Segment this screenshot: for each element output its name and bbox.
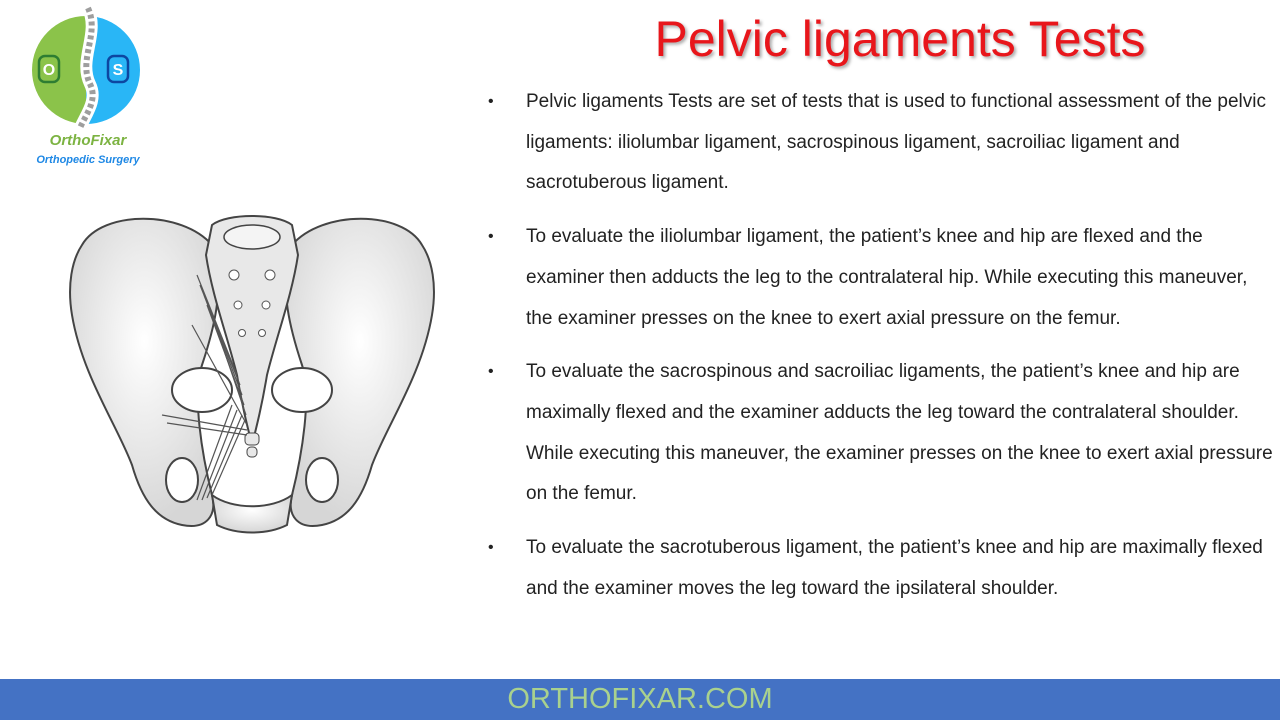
- logo-spine-icon: [28, 4, 148, 129]
- bullet-icon: •: [488, 228, 494, 246]
- logo-name: OrthoFixar: [49, 132, 127, 149]
- footer-website-link[interactable]: ORTHOFIXAR.COM: [507, 683, 773, 715]
- bullet-text: To evaluate the sacrospinous and sacroiliac ligaments, the patient’s knee and hip are maximally flexed and the examiner adducts the leg toward the contralateral shoulder. While executing this maneuver, the examiner presses on the knee to exert axial pressure on the femur.: [526, 361, 1273, 505]
- bullet-list: [488, 82, 1278, 622]
- svg-text:S: S: [112, 62, 124, 79]
- svg-text:O: O: [42, 62, 56, 79]
- page-title: Pelvic ligaments Tests: [654, 11, 1146, 67]
- logo-tagline: Orthopedic Surgery: [36, 154, 140, 166]
- bullet-text: To evaluate the iliolumbar ligament, the patient’s knee and hip are flexed and the examiner then adducts the leg to the contralateral hip. While executing this maneuver, the examiner presses on the knee to exert axial pressure on the femur.: [526, 226, 1248, 329]
- bullet-text: Pelvic ligaments Tests are set of tests that is used to functional assessment of the pelvic ligaments: iliolumbar ligament, sacrospinous ligament, sacroiliac ligament and sacrotuberous ligament.: [526, 91, 1266, 194]
- bullet-icon: •: [488, 539, 494, 557]
- footer-bar: [0, 679, 1280, 720]
- list-item: [488, 528, 1278, 609]
- list-item: [488, 82, 1278, 204]
- bullet-icon: •: [488, 363, 494, 381]
- pelvis-ligaments-illustration: [62, 205, 442, 535]
- bullet-icon: •: [488, 93, 494, 110]
- list-item: [488, 352, 1278, 515]
- bullet-text: To evaluate the sacrotuberous ligament, the patient’s knee and hip are maximally flexed and the examiner moves the leg toward the ipsilateral shoulder.: [526, 537, 1263, 599]
- list-item: [488, 217, 1278, 339]
- orthofixar-logo: [28, 4, 148, 174]
